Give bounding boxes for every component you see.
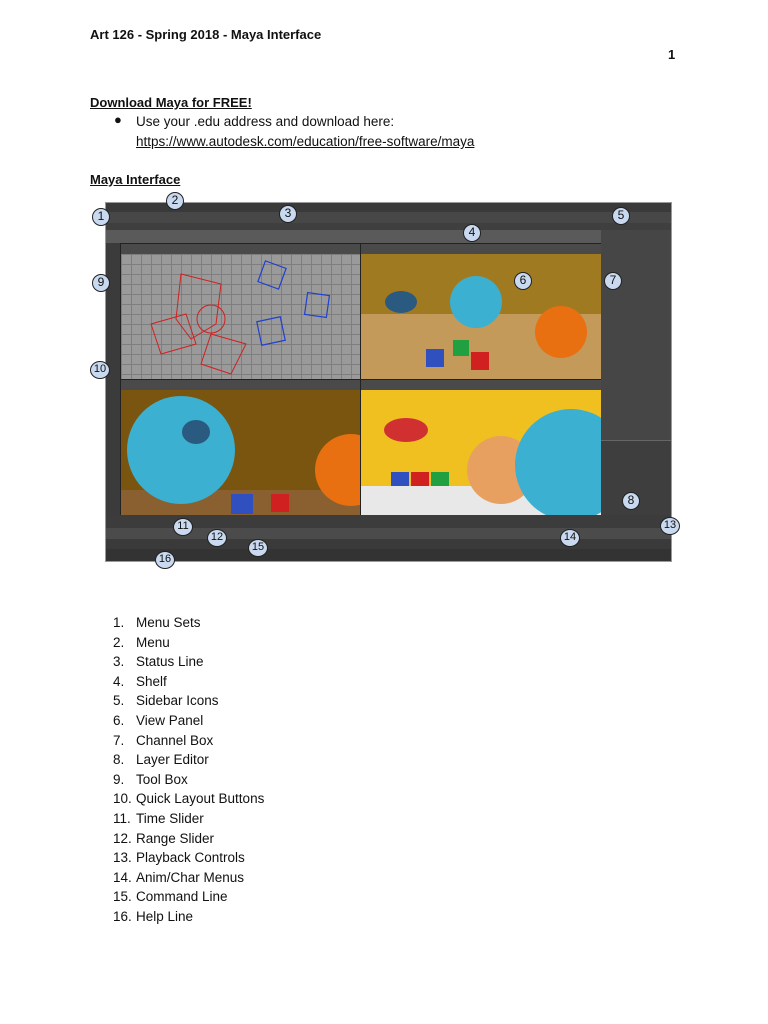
viewport-bottom-left <box>120 379 362 517</box>
callout-13: 13 <box>660 517 680 535</box>
page-number: 1 <box>668 47 676 62</box>
list-item: 15. Command Line <box>113 889 228 905</box>
callout-7: 7 <box>604 272 622 290</box>
front-scene <box>121 380 361 516</box>
page-header-title: Art 126 - Spring 2018 - Maya Interface <box>90 27 322 42</box>
callout-6: 6 <box>514 272 532 290</box>
callout-12: 12 <box>207 529 227 547</box>
list-item: 8. Layer Editor <box>113 752 209 768</box>
maya-help-line <box>106 549 671 561</box>
callout-9: 9 <box>92 274 110 292</box>
list-item: 16. Help Line <box>113 908 194 924</box>
download-section-title: Download Maya for FREE! <box>90 95 252 110</box>
callout-16: 16 <box>155 551 175 569</box>
download-bullet <box>136 112 474 152</box>
callout-10: 10 <box>90 361 110 379</box>
interface-section-title: Maya Interface <box>90 172 181 187</box>
maya-shelf <box>106 230 601 243</box>
viewport-top-right <box>360 243 602 381</box>
callout-14: 14 <box>560 529 580 547</box>
callout-3: 3 <box>279 205 297 223</box>
interface-legend-list <box>113 613 264 927</box>
list-item: 6. View Panel <box>113 712 204 728</box>
maya-status-line <box>106 212 671 223</box>
list-item: 12. Range Slider <box>113 830 215 846</box>
list-item: 4. Shelf <box>113 673 167 689</box>
list-item: 2. Menu <box>113 634 170 650</box>
list-item: 9. Tool Box <box>113 771 188 787</box>
callout-2: 2 <box>166 192 184 210</box>
maya-menubar <box>106 203 671 212</box>
list-item: 10. Quick Layout Buttons <box>113 791 265 807</box>
bullet-icon: ● <box>114 112 122 127</box>
list-item: 5. Sidebar Icons <box>113 693 219 709</box>
download-link[interactable]: https://www.autodesk.com/education/free-software/maya <box>136 134 475 149</box>
list-item: 7. Channel Box <box>113 732 214 748</box>
viewport-top-left <box>120 243 362 381</box>
download-instruction: Use your .edu address and download here: <box>136 114 395 129</box>
callout-4: 4 <box>463 224 481 242</box>
callout-11: 11 <box>173 518 193 536</box>
callout-15: 15 <box>248 539 268 557</box>
list-item: 1. Menu Sets <box>113 615 201 630</box>
perspective-scene <box>361 244 601 380</box>
list-item: 13. Playback Controls <box>113 850 245 866</box>
callout-8: 8 <box>622 492 640 510</box>
maya-interface-screenshot <box>105 202 672 562</box>
list-item: 3. Status Line <box>113 654 204 670</box>
side-scene <box>361 380 601 516</box>
viewport-bottom-right <box>360 379 602 517</box>
maya-shelf-tabs <box>106 223 671 230</box>
wireframe-objects <box>121 244 361 380</box>
list-item: 14. Anim/Char Menus <box>113 869 245 885</box>
callout-1: 1 <box>92 208 110 226</box>
callout-5: 5 <box>612 207 630 225</box>
list-item: 11. Time Slider <box>113 810 204 826</box>
maya-command-line <box>106 539 671 549</box>
